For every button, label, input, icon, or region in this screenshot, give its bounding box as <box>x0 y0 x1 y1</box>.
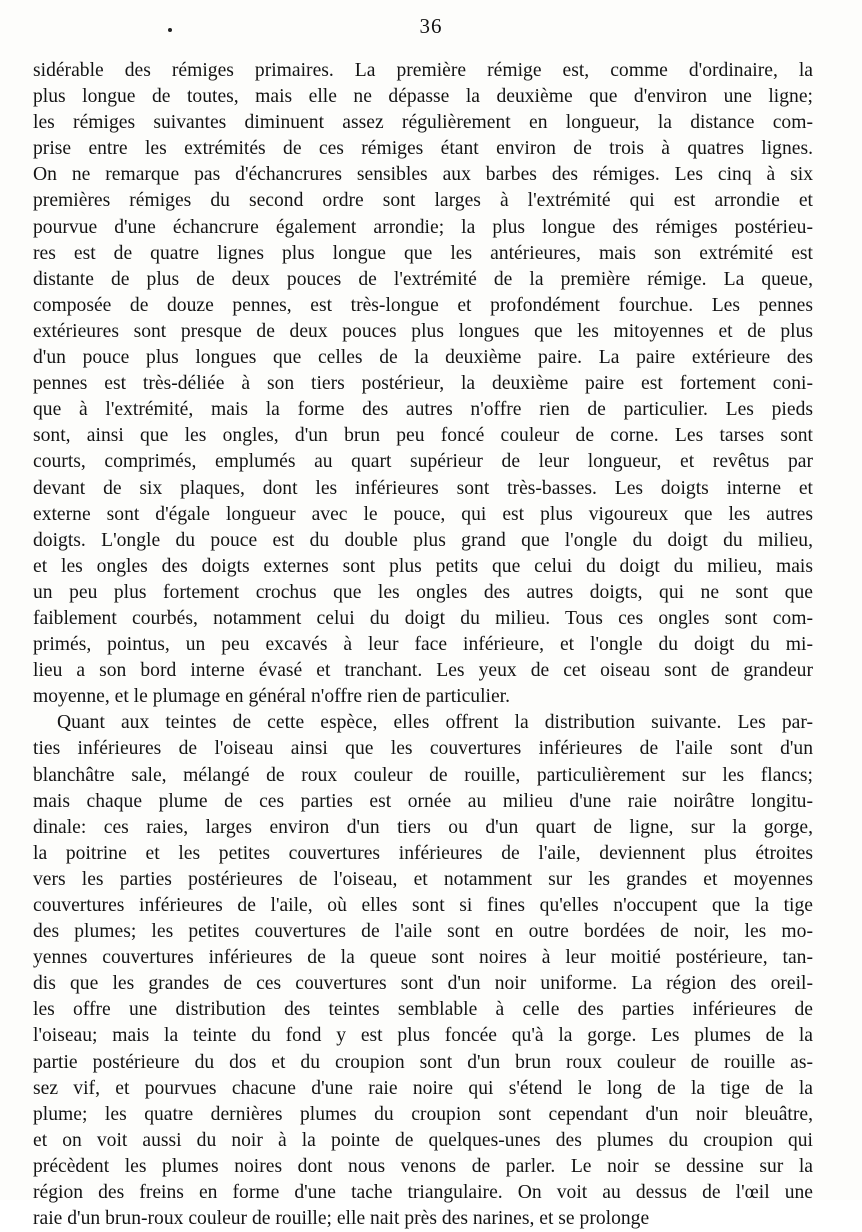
text-line: On ne remarque pas d'échancrures sensibles aux barbes des rémiges. Les cinq à six <box>33 164 813 186</box>
text-line: lieu a son bord interne évasé et tranchant. Les yeux de cet oiseau sont de grandeur <box>33 660 813 682</box>
text-line: ties inférieures de l'oiseau ainsi que les couvertures inférieures de l'aile sont d'un <box>33 738 813 760</box>
text-line: sez vif, et pourvues chacune d'une raie noire qui s'étend le long de la tige de la <box>33 1077 813 1099</box>
text-line: devant de six plaques, dont les inférieures sont très-basses. Les doigts interne et <box>33 477 813 499</box>
text-line: dinale: ces raies, larges environ d'un tiers ou d'un quart de ligne, sur la gorge, <box>33 816 813 838</box>
text-line: res est de quatre lignes plus longue que les antérieures, mais son extrémité est <box>33 242 813 264</box>
text-line: primés, pointus, un peu excavés à leur face inférieure, et l'ongle du doigt du mi- <box>33 634 813 656</box>
text-line: des plumes; les petites couvertures de l'aile sont en outre bordées de noir, les mo- <box>33 921 813 943</box>
text-line: vers les parties postérieures de l'oiseau, et notamment sur les grandes et moyennes <box>33 868 813 890</box>
text-line: externe sont d'égale longueur avec le pouce, qui est plus vigoureux que les autres <box>33 503 813 525</box>
text-line: moyenne, et le plumage en général n'offre rien de particulier. <box>33 686 511 708</box>
text-line: que à l'extrémité, mais la forme des autres n'offre rien de particulier. Les pieds <box>33 399 813 421</box>
text-line: les offre une distribution des teintes semblable à celle des parties inférieures de <box>33 999 813 1021</box>
text-line: l'oiseau; mais la teinte du fond y est plus foncée qu'à la gorge. Les plumes de la <box>33 1025 813 1047</box>
text-line: courts, comprimés, emplumés au quart supérieur de leur longueur, et revêtus par <box>33 451 813 473</box>
paragraph-2 <box>33 710 813 1232</box>
ink-speck <box>168 28 172 32</box>
text-line: distante de plus de deux pouces de l'extrémité de la première rémige. La queue, <box>33 268 813 290</box>
text-line: prise entre les extrémités de ces rémiges étant environ de trois à quatres lignes. <box>33 138 813 160</box>
text-line: partie postérieure du dos et du croupion sont d'un brun roux couleur de rouille as- <box>33 1051 813 1073</box>
text-line: pennes est très-déliée à son tiers postérieur, la deuxième paire est fortement coni- <box>33 373 813 395</box>
text-line: sidérable des rémiges primaires. La première rémige est, comme d'ordinaire, la <box>33 60 813 81</box>
text-line: les rémiges suivantes diminuent assez régulièrement en longueur, la distance com- <box>33 112 813 134</box>
text-line: yennes couvertures inférieures de la queue sont noires à leur moitié postérieure, tan- <box>33 947 813 969</box>
text-line: la poitrine et les petites couvertures inférieures de l'aile, deviennent plus étroites <box>33 842 813 864</box>
text-line: dis que les grandes de ces couvertures sont d'un noir uniforme. La région des oreil- <box>33 973 813 995</box>
text-line: Quant aux teintes de cette espèce, elles offrent la distribution suivante. Les par- <box>57 712 813 734</box>
text-line: mais chaque plume de ces parties est ornée au milieu d'une raie noirâtre longitu- <box>33 790 813 812</box>
text-line: sont, ainsi que les ongles, d'un brun peu foncé couleur de corne. Les tarses sont <box>33 425 813 447</box>
text-line: plume; les quatre dernières plumes du croupion sont cependant d'un noir bleuâtre, <box>33 1103 813 1125</box>
page-number: 36 <box>419 14 443 38</box>
text-line: pourvue d'une échancrure également arrondie; la plus longue des rémiges postérieu- <box>33 216 813 238</box>
text-line: plus longue de toutes, mais elle ne dépasse la deuxième que d'environ une ligne; <box>33 86 813 108</box>
text-line: et on voit aussi du noir à la pointe de quelques-unes des plumes du croupion qui <box>33 1129 813 1151</box>
text-line: région des freins en forme d'une tache triangulaire. On voit au dessus de l'œil une <box>33 1182 813 1204</box>
text-line: et les ongles des doigts externes sont plus petits que celui du doigt du milieu, mais <box>33 555 813 577</box>
paragraph-1 <box>33 58 813 710</box>
text-line: premières rémiges du second ordre sont larges à l'extrémité qui est arrondie et <box>33 190 813 212</box>
text-line: blanchâtre sale, mélangé de roux couleur de rouille, particulièrement sur les flancs; <box>33 764 813 786</box>
text-line: extérieures sont presque de deux pouces plus longues que les mitoyennes et de plus <box>33 320 813 342</box>
text-line: faiblement courbés, notamment celui du doigt du milieu. Tous ces ongles sont com- <box>33 607 813 629</box>
text-line: raie d'un brun-roux couleur de rouille; elle nait près des narines, et se prolonge <box>33 1208 650 1230</box>
text-line: couvertures inférieures de l'aile, où elles sont si fines qu'elles n'occupent que la tige <box>33 895 813 916</box>
body-text <box>33 58 813 1232</box>
text-line: un peu plus fortement crochus que les ongles des autres doigts, qui ne sont que <box>33 581 813 603</box>
text-line: composée de douze pennes, est très-longue et profondément fourchue. Les pennes <box>33 294 813 316</box>
text-line: d'un pouce plus longues que celles de la deuxième paire. La paire extérieure des <box>33 347 813 369</box>
text-line: doigts. L'ongle du pouce est du double plus grand que l'ongle du doigt du milieu, <box>33 529 813 551</box>
text-line: précèdent les plumes noires dont nous venons de parler. Le noir se dessine sur la <box>33 1155 813 1177</box>
